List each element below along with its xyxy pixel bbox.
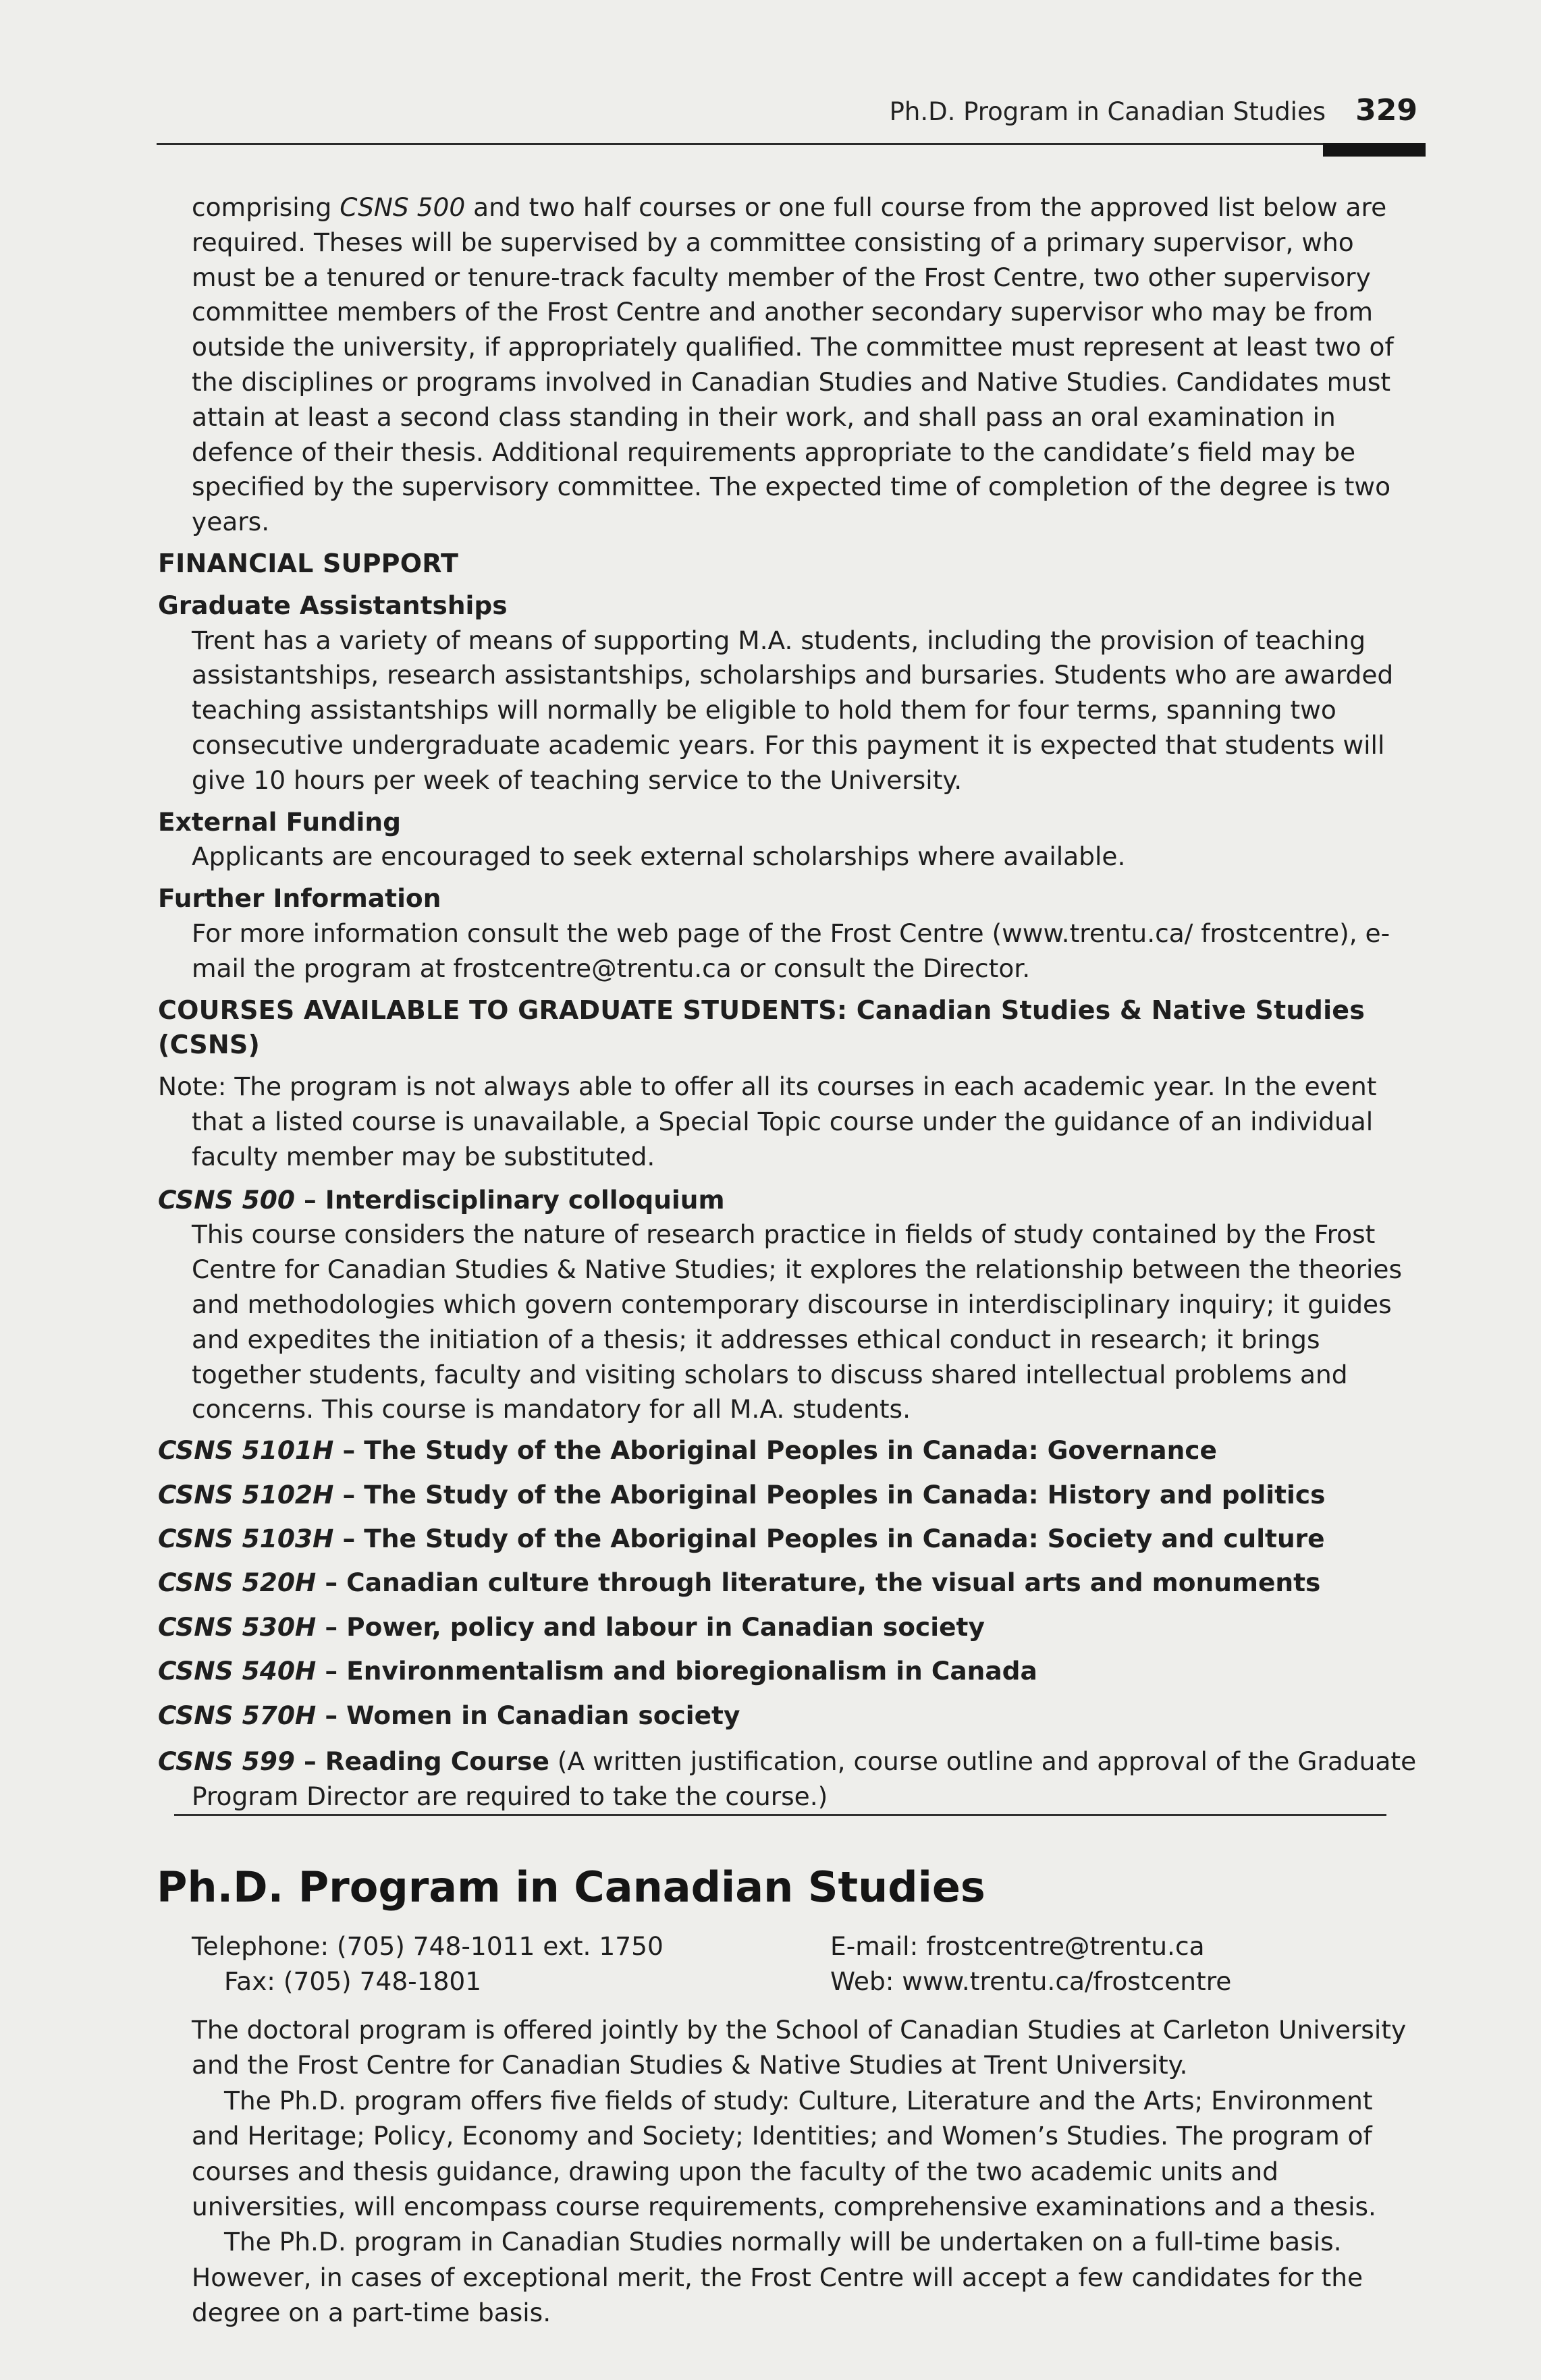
running-title: Ph.D. Program in Canadian Studies (889, 97, 1326, 126)
header-bar (1323, 143, 1426, 157)
web-contact: Web: www.trentu.ca/frostcentre (830, 1966, 1232, 1996)
section-divider (174, 1814, 1386, 1816)
header-rule (157, 143, 1426, 145)
email-contact: E-mail: frostcentre@trentu.ca (830, 1931, 1205, 1961)
course-item: CSNS 570H – Women in Canadian society (158, 1700, 740, 1730)
page-number: 329 (1355, 93, 1417, 128)
phd-paragraph: The Ph.D. program in Canadian Studies normally will be undertaken on a full-time basis. However, in cases of exceptional merit, the Frost Centre will accept a few candidates for the degree on a part-time basis. (192, 2227, 1363, 2328)
course-item: CSNS 5101H – The Study of the Aboriginal Peoples in Canada: Governance (158, 1435, 1217, 1466)
fax: Fax: (705) 748-1801 (224, 1966, 482, 1996)
graduate-assistantships-text: Trent has a variety of means of supporting M.A. students, including the provision of teaching assistantships, research assistantships, scholarships and bursaries. Students who are awarded teaching assistantships will normally be eligible to hold them for four terms, spanning two consecutive undergraduate academic years. For this payment it is expected that students will give 10 hours per week of teaching service to the University. (192, 625, 1394, 795)
course-list (158, 1429, 1424, 1738)
further-information-text: For more information consult the web page of the Frost Centre (www.trentu.ca/ frostcentre), e-mail the program at frostcentre@trentu.ca or consult the Director. (192, 918, 1390, 983)
courses-note: Note: The program is not always able to offer all its courses in each academic year. In the event that a listed course is unavailable, a Special Topic course under the guidance of an individual faculty member may be substituted. (158, 1072, 1377, 1171)
telephone: Telephone: (705) 748-1011 ext. 1750 (192, 1931, 664, 1961)
course-csns500-title: CSNS 500 – Interdisciplinary colloquium (158, 1184, 725, 1215)
phd-paragraph: The Ph.D. program offers five fields of study: Culture, Literature and the Arts; Environment and Heritage; Policy, Economy and Society; Identities; and Women’s Studies. The program of courses and thesis guidance, drawing upon the faculty of the two academic units and universities, will encompass course requirements, comprehensive examinations and a thesis. (192, 2085, 1376, 2222)
course-code-ref: CSNS 500 (340, 192, 466, 222)
graduate-assistantships-heading: Graduate Assistantships (158, 590, 508, 620)
courses-heading: COURSES AVAILABLE TO GRADUATE STUDENTS: Canadian Studies & Native Studies (CSNS) (158, 995, 1366, 1060)
phd-section-title: Ph.D. Program in Canadian Studies (157, 1862, 985, 1912)
phd-paragraph: The doctoral program is offered jointly by the School of Canadian Studies at Carleton University and the Frost Centre for Canadian Studies & Native Studies at Trent University. (192, 2015, 1407, 2080)
course-item: CSNS 5103H – The Study of the Aboriginal Peoples in Canada: Society and culture (158, 1523, 1325, 1553)
course-item: CSNS 530H – Power, policy and labour in Canadian society (158, 1611, 985, 1642)
further-information-heading: Further Information (158, 883, 441, 914)
course-item: CSNS 540H – Environmentalism and bioregionalism in Canada (158, 1656, 1037, 1686)
course-item: CSNS 520H – Canadian culture through literature, the visual arts and monuments (158, 1568, 1321, 1598)
external-funding-heading: External Funding (158, 806, 401, 837)
course-csns599: CSNS 599 – Reading Course (A written justification, course outline and approval of the Graduate Program Director are required to take the course.) (158, 1746, 1417, 1811)
course-csns500-description: This course considers the nature of research practice in fields of study contained by the Frost Centre for Canadian Studies & Native Studies; it explores the relationship between the theories and methodologies which govern contemporary discourse in interdisciplinary inquiry; it guides and expedites the initiation of a thesis; it addresses ethical conduct in research; it brings together students, faculty and visiting scholars to discuss shared intellectual problems and concerns. This course is mandatory for all M.A. students. (192, 1219, 1402, 1424)
continued-paragraph: comprising CSNS 500 and two half courses or one full course from the approved list below are required. Theses will be supervised by a committee consisting of a primary supervisor, who must be a tenured or tenure-track faculty member of the Frost Centre, two other supervisory committee members of the Frost Centre and another secondary supervisor who may be from outside the university, if appropriately qualified. The committee must represent at least two of the disciplines or programs involved in Canadian Studies and Native Studies. Candidates must attain at least a second class standing in their work, and shall pass an oral examination in defence of their thesis. Additional requirements appropriate to the candidate’s field may be specified by the supervisory committee. The expected time of completion of the degree is two years. (192, 192, 1394, 537)
external-funding-text: Applicants are encouraged to seek external scholarships where available. (192, 841, 1126, 872)
main-text (158, 190, 1424, 1815)
running-header (157, 93, 1426, 134)
financial-support-heading: FINANCIAL SUPPORT (158, 548, 459, 578)
phd-description (192, 2012, 1424, 2331)
course-item: CSNS 5102H – The Study of the Aboriginal Peoples in Canada: History and politics (158, 1479, 1326, 1510)
